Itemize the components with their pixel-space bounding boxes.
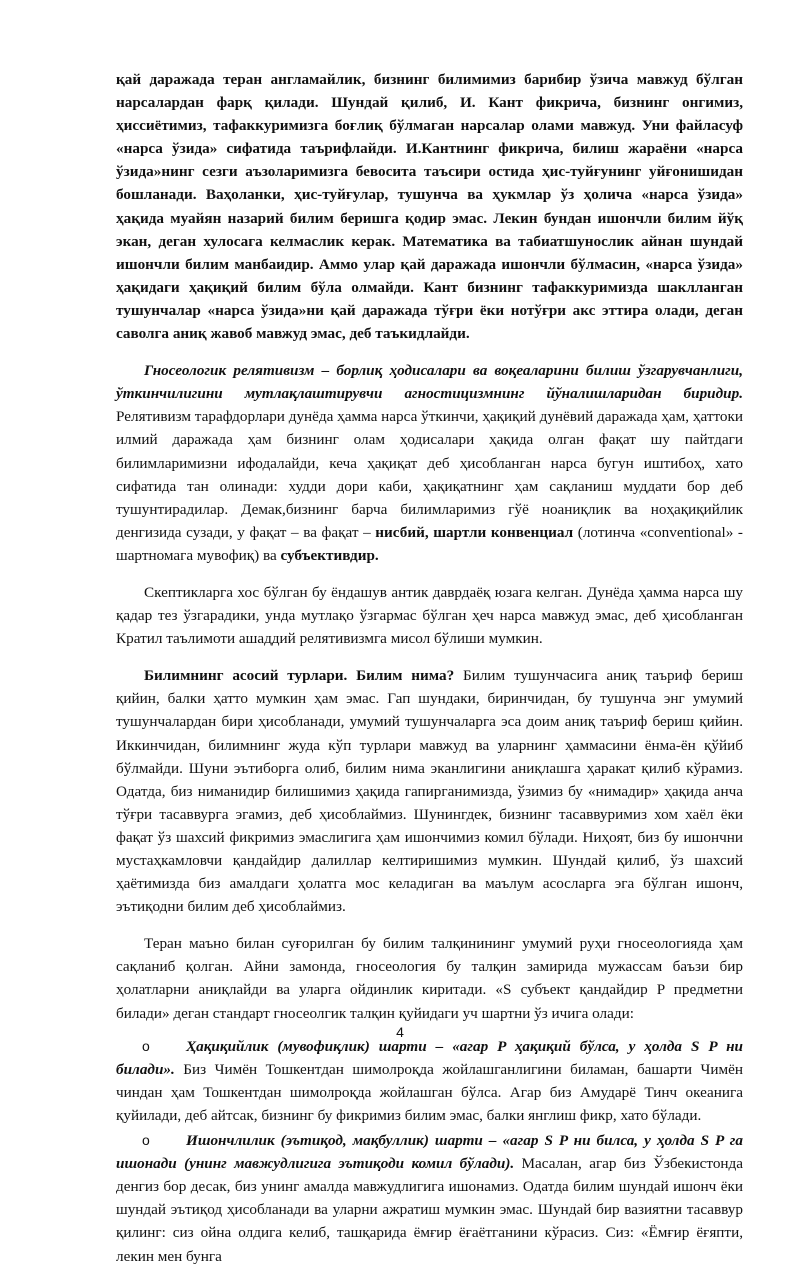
- conditions-list: [116, 1035, 743, 1268]
- paragraph-relativism: [116, 359, 743, 567]
- relativism-bold-term-2: субъективдир.: [280, 546, 379, 564]
- page-number: 4: [396, 1024, 404, 1040]
- knowledge-types-text: Билим тушунчасига аниқ таъриф бериш қийин, балки ҳатто мумкин ҳам эмас. Гап шундаки, биринчидан, бу тушунча энг умумий тушунчалардан бири ҳисобланади, умумий тушунчаларга эса доим аниқ таъриф бериш қийин. Иккинчидан, билимнинг жуда кўп турлари мавжуд ва уларнинг ҳаммасини ёнма-ён қўйиб бўлмайди. Шуни эътиборга олиб, билим нима эканлигини аниқлашга ҳаракат қилиб кўрамиз. Одатда, биз ниманидир билишимиз ҳақида гапирганимизда, ўзимиз бу «нимадир» ҳақида анча тўғри тасаввурга эгамиз, деб ҳисоблаймиз. Шунингдек, бизнинг тасаввуримиз хом хаёл ёки фақат ўз шахсий фикримиз эмаслигига ҳам ишончимиз комил бўлади. Ниҳоят, биз бу ишончни мустаҳкамловчи қандайдир далиллар келтиришимиз мумкин. Шундай қилиб, ўз шахсий ҳаётимизда биз амалдаги ҳолатга мос келадиган ва маълум асосларга эга бўлган ишонч, эътиқодни билим деб ҳисоблаймиз.: [116, 667, 743, 916]
- list-item-text: Биз Чимён Тошкентдан шимолроқда жойлашганлигини биламан, башарти Чимён чиндан ҳам Тошкентдан шимолроқда жойлашган бўлса. Агар биз Амударё Тинч океанига қуйилади, деб айтсак, бизнинг бу фикримиз билим эмас, балки янглиш фикр, хато бўлади.: [116, 1060, 743, 1124]
- paragraph-skeptics: Скептикларга хос бўлган бу ёндашув антик даврдаёқ юзага келган. Дунёда ҳамма нарса шу қадар тез ўзгарадики, унда мутлақо ўзгармас бўлган ҳеч нарса мавжуд эмас, деб ҳисобланган Кратил таълимоти ашаддий релятивизмга мисол бўлиши мумкин.: [116, 583, 743, 648]
- paragraph-knowledge-types: [116, 664, 743, 918]
- relativism-text: Релятивизм тарафдорлари дунёда ҳамма нарса ўткинчи, ҳақиқий дунёвий даражада ҳам, ҳаттоки илмий даражада ҳам бизнинг олам ҳодисалари ҳақида олган фақат шу пайтдаги билимларимизни ифодалайди, кеча ҳақиқат деб ҳисобланган нарса бугун иштибоҳ, хато сифатида тан олинади: худди дори каби, ҳақиқатнинг ҳам сақланиш муддати бор деб тушунтирадилар. Демак,бизнинг барча билимларимиз гўё ноаниқлик ва ноҳақиқийлик денгизида сузади, у фақат – ва фақат –: [116, 408, 743, 541]
- relativism-bold-term-1: нисбий, шартли конвенциал: [375, 523, 574, 541]
- list-item: [116, 1129, 743, 1268]
- bullet-icon: o: [142, 1132, 150, 1149]
- list-item-lead: Ҳақиқийлик (мувофиқлик) шарти – «агар P ҳақиқий бўлса, у ҳолда S P ни билади».: [116, 1037, 743, 1078]
- list-item-text: Масалан, агар биз Ўзбекистонда денгиз бор десак, биз унинг амалда мавжудлигига ишонамиз. Одатда билим шундай ишонч ёки шундай эътиқод ҳисобланади ва уларни ажратиш мумкин эмас. Шундай бир вазиятни тасаввур қилинг: сиз ойна олдига келиб, ташқарида ёмғир ёғаётганини кўрасиз. Сиз: «Ёмғир ёғяпти, лекин мен бунга: [116, 1155, 744, 1265]
- document-page: [116, 68, 743, 1270]
- bullet-icon: o: [142, 1037, 150, 1054]
- knowledge-types-heading: Билимнинг асосий турлари. Билим нима?: [144, 667, 455, 685]
- paragraph-kant: қай даражада теран англамайлик, бизнинг билимимиз барибир ўзича мавжуд бўлган нарсалардан фарқ қилади. Шундай қилиб, И. Кант фикрича, бизнинг онгимиз, ҳиссиётимиз, тафаккуримизга боғлиқ бўлмаган нарсалар олами мавжуд. Уни файласуф «нарса ўзида» сифатида таърифлайди. И.Кантнинг фикрича, билиш жараёни «нарса ўзида»нинг сезги аъзоларимизга бевосита таъсири остида ҳис-туйғунинг уйғонишидан бошланади. Ваҳоланки, ҳис-туйғулар, тушунча ва ҳукмлар ўз ҳолича «нарса ўзида» ҳақида муайян назарий билим беришга қодир эмас. Лекин бундан ишончли билим йўқ экан, деган хулосага келмаслик керак. Математика ва табиатшунослик айнан шундай ишончли билим манбаидир. Аммо улар қай даражада ишончли бўлмасин, «нарса ўзида» ҳақидаги ҳақиқий билим бўла олмайди. Кант бизнинг тафаккуримизда шаклланган тушунчалар «нарса ўзида»ни қай даражада тўғри ёки нотўғри акс эттира олади, деган саволга аниқ жавоб мавжуд эмас, деб таъкидлайди.: [116, 71, 743, 343]
- relativism-text-mid: (лотинча «conventional» - шартномага мувофиқ) ва: [116, 523, 743, 564]
- list-item: [116, 1035, 743, 1127]
- paragraph-epistemology: Теран маъно билан суғорилган бу билим талқинининг умумий руҳи гносеологияда ҳам сақланиб қолган. Айни замонда, гносеология бу талқин замирида мужассам баъзи бир ҳолатларни аниқлайди ва уларга ойдинлик киритади. «S субъект қандайдир P предметни билади» деган стандарт гносеолгик талқин қуйидаги уч шартни ўз ичига олади:: [116, 935, 743, 1022]
- list-item-lead: Ишончлилик (эътиқод, мақбуллик) шарти – «агар S P ни билса, у ҳолда S P га ишонади (унинг мавжудлигига эътиқоди комил бўлади).: [116, 1132, 743, 1173]
- relativism-definition: Гносеологик релятивизм – борлиқ ҳодисалари ва воқеаларини билиш ўзгарувчанлиги, ўткинчилигини мутлақлаштирувчи агностицизмнинг йўналишларидан биридир.: [116, 362, 743, 403]
